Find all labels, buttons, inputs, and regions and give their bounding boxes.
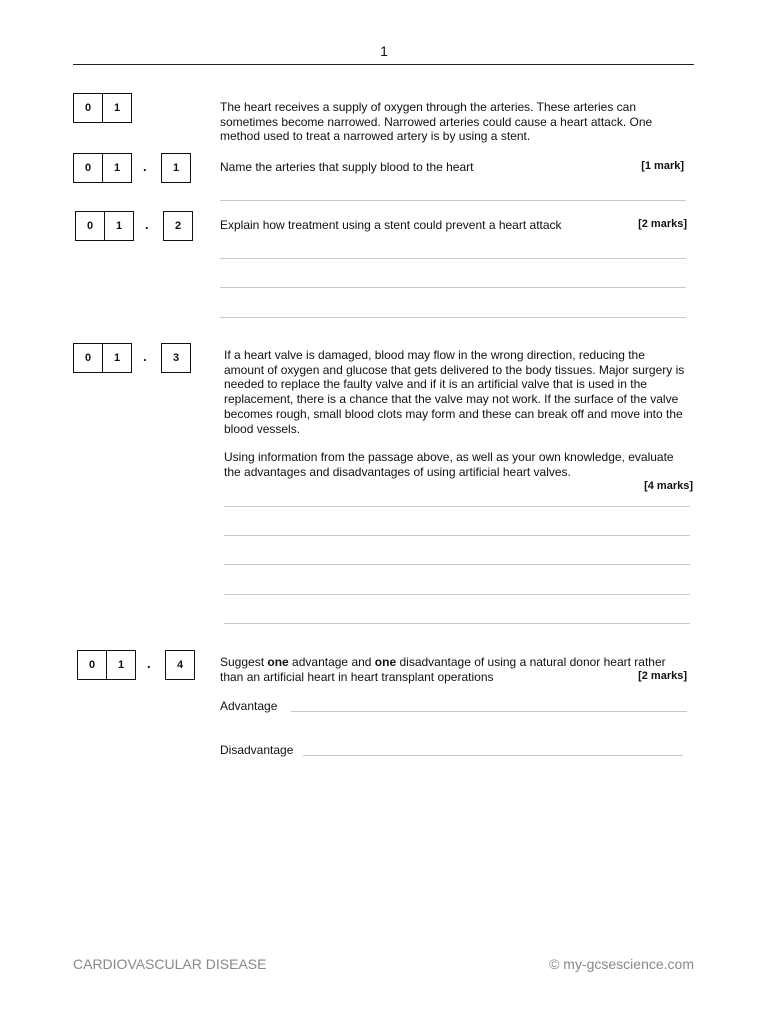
emphasis-one: one (374, 655, 397, 669)
number-box: 1 (102, 93, 132, 123)
answer-line[interactable] (224, 506, 690, 507)
page-number: 1 (380, 43, 388, 59)
number-box: 0 (77, 650, 107, 680)
answer-line[interactable] (220, 317, 686, 318)
question-text-part: disadvantage of using a natural donor heart rather than an artificial heart in heart transplant operations (220, 655, 666, 684)
number-box: 0 (73, 93, 103, 123)
answer-line[interactable] (224, 564, 690, 565)
number-box: 4 (165, 650, 195, 680)
question-text-part: advantage and (288, 655, 375, 669)
number-box: 3 (161, 343, 191, 373)
number-dot: . (147, 656, 151, 671)
question-number-01-4 (77, 650, 197, 680)
marks-label: [2 marks] (638, 670, 687, 682)
question-text: Name the arteries that supply blood to the heart (220, 160, 474, 174)
answer-line[interactable] (220, 200, 686, 201)
question-number-01-2 (75, 211, 195, 241)
marks-label: [4 marks] (644, 480, 693, 492)
passage-text: If a heart valve is damaged, blood may flow in the wrong direction, reducing the amount of oxygen and glucose that gets delivered to the body tissues. Major surgery is needed to replace the faulty valve and if it is an artificial valve that is used in the replacement, there is a chance that the valve may not work. If the surface of the valve becomes rough, small blood clots may form and these can break off and move into the blood vessels. (224, 348, 685, 436)
disadvantage-answer-line[interactable] (303, 755, 683, 756)
answer-line[interactable] (220, 258, 686, 259)
disadvantage-label: Disadvantage (220, 743, 294, 757)
footer-copyright: © my-gcsescience.com (549, 956, 694, 972)
number-box: 2 (163, 211, 193, 241)
number-box: 1 (104, 211, 134, 241)
number-box: 1 (102, 343, 132, 373)
question-text: Using information from the passage above, as well as your own knowledge, evaluate the advantages and disadvantages of using artificial heart valves. (224, 450, 674, 479)
number-dot: . (143, 349, 147, 364)
number-box: 1 (106, 650, 136, 680)
question-number-01-1 (73, 153, 193, 183)
number-box: 0 (73, 153, 103, 183)
marks-label: [2 marks] (638, 218, 687, 230)
advantage-label: Advantage (220, 699, 278, 713)
number-box: 0 (75, 211, 105, 241)
header-rule (73, 64, 694, 65)
advantage-answer-line[interactable] (291, 711, 687, 712)
number-box: 1 (161, 153, 191, 183)
question-text: Explain how treatment using a stent could prevent a heart attack (220, 218, 562, 232)
answer-line[interactable] (220, 287, 686, 288)
question-number-01 (73, 93, 133, 123)
answer-line[interactable] (224, 535, 690, 536)
marks-label: [1 mark] (641, 160, 684, 172)
number-dot: . (145, 217, 149, 232)
answer-line[interactable] (224, 623, 690, 624)
question-number-01-3 (73, 343, 193, 373)
footer-topic: CARDIOVASCULAR DISEASE (73, 956, 267, 972)
question-stem: The heart receives a supply of oxygen through the arteries. These arteries can sometimes become narrowed. Narrowed arteries could cause a heart attack. One method used to treat a narrowed artery is by using a stent. (220, 100, 653, 144)
answer-line[interactable] (224, 594, 690, 595)
number-dot: . (143, 159, 147, 174)
question-text-part: Suggest (220, 655, 268, 669)
number-box: 0 (73, 343, 103, 373)
emphasis-one: one (267, 655, 289, 669)
number-box: 1 (102, 153, 132, 183)
